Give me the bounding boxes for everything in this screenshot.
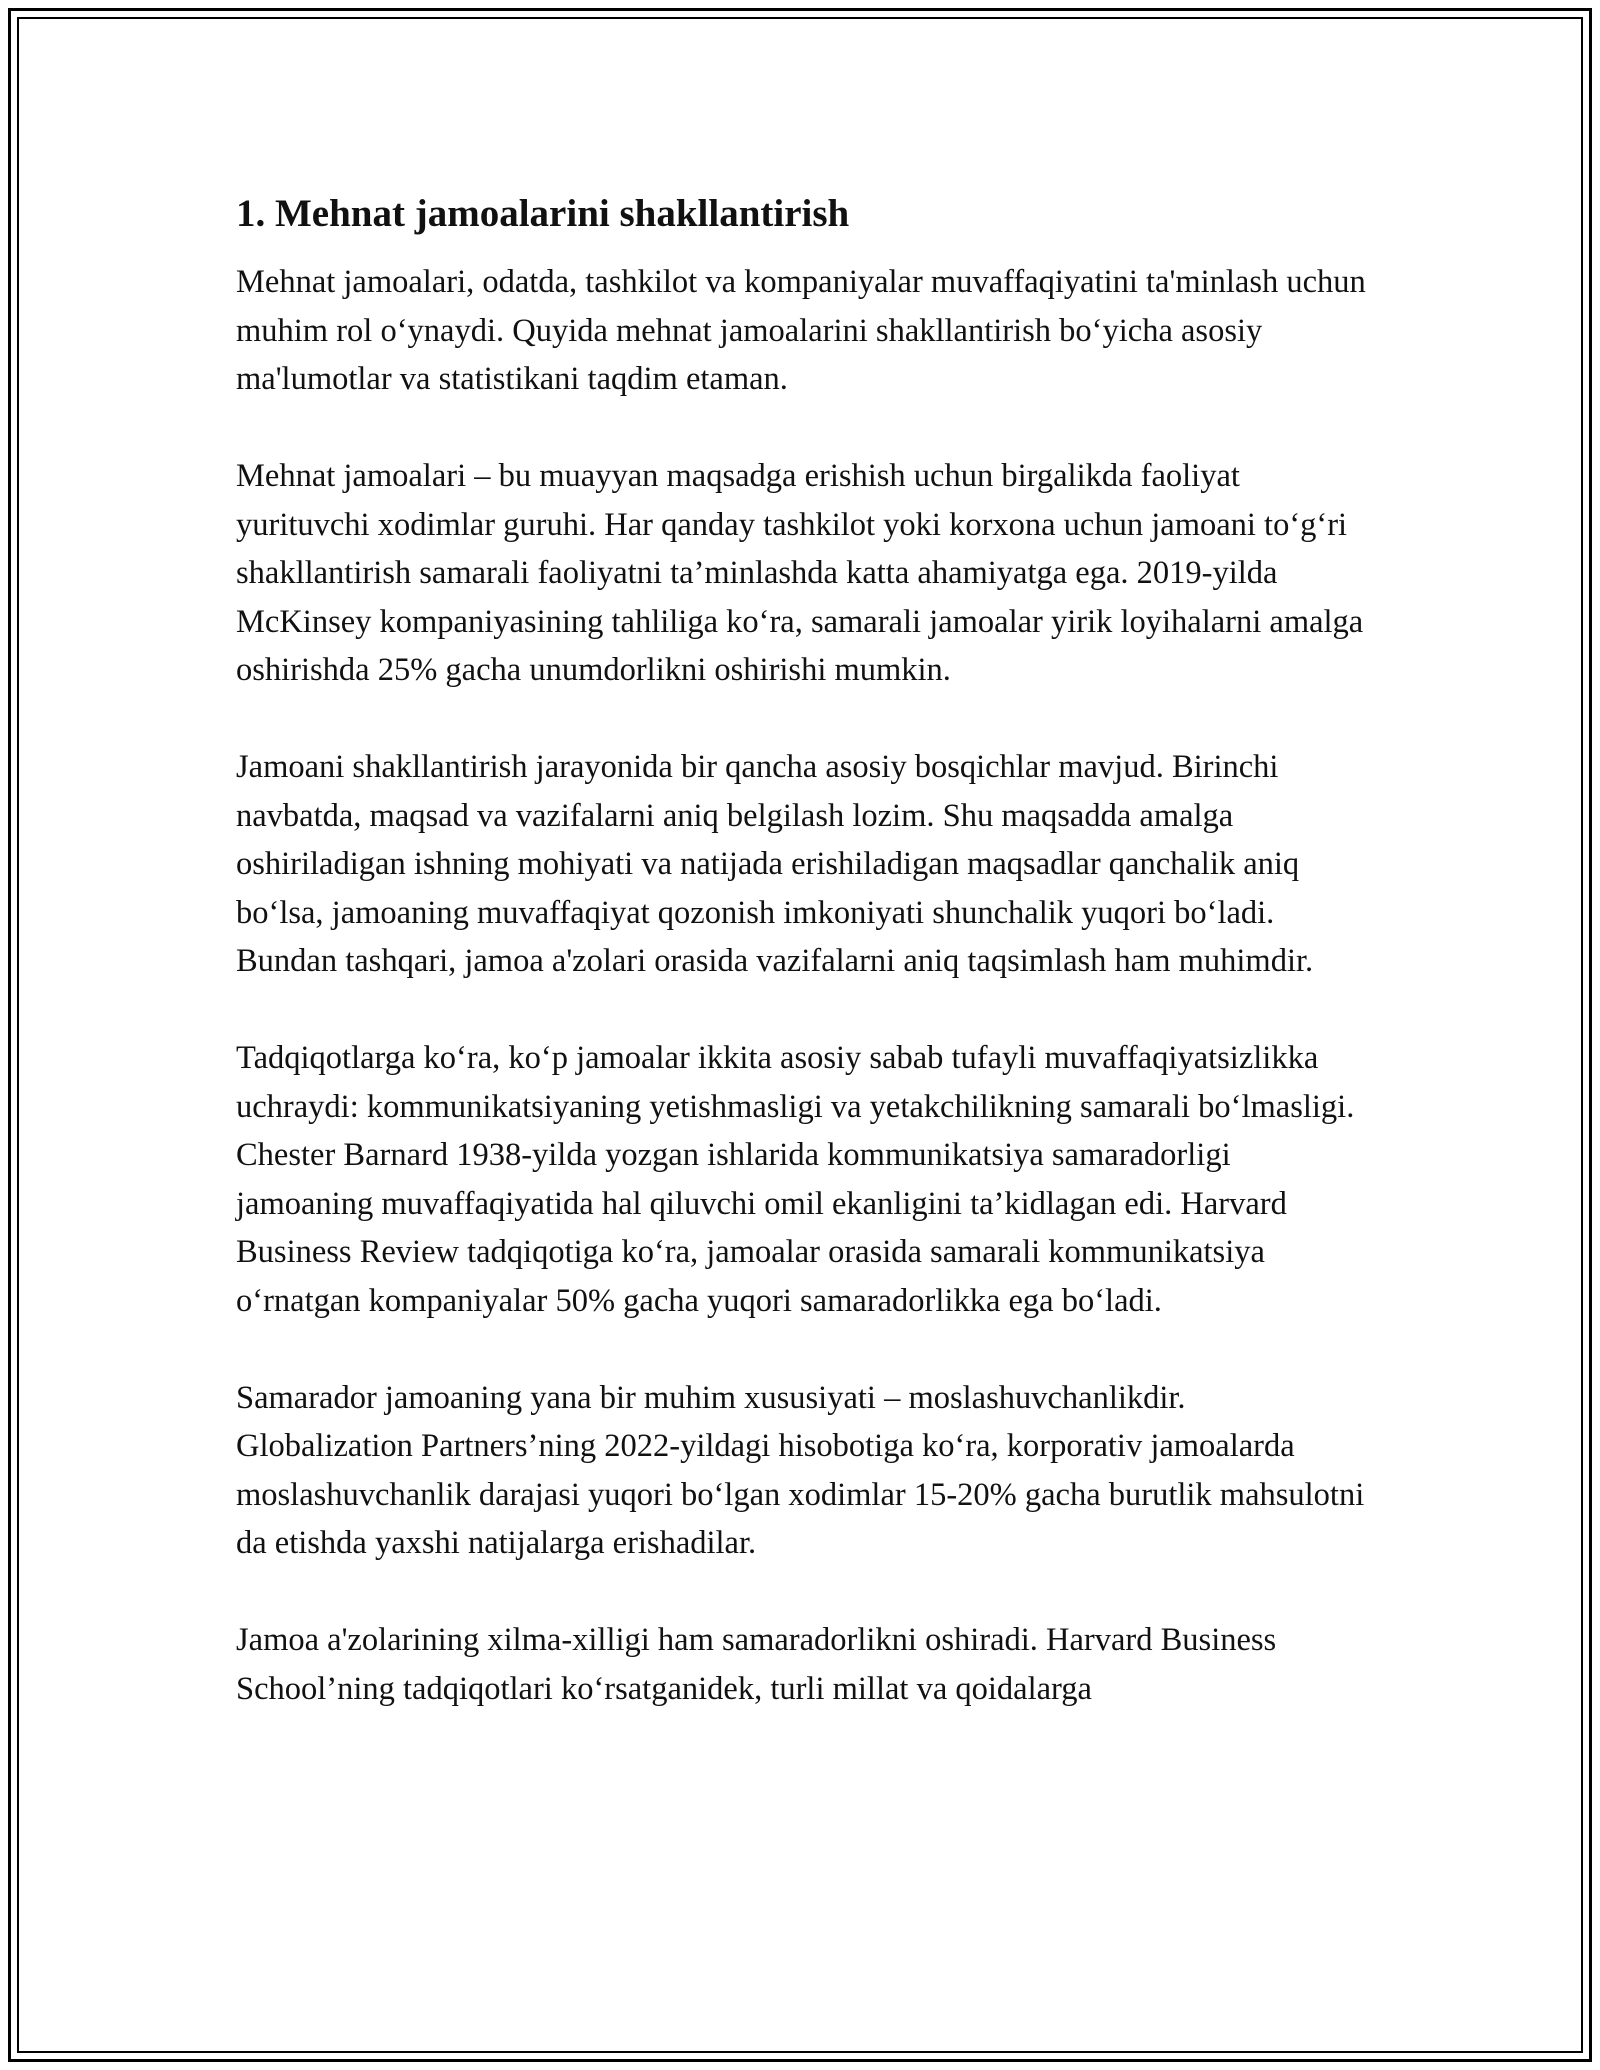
paragraph-diversity: Jamoa a'zolarining xilma-xilligi ham samaradorlikni oshiradi. Harvard Business School’ning tadqiqotlari ko‘rsatganidek, turli millat va qoidalarga	[236, 1622, 1277, 1707]
paragraph-intro: Mehnat jamoalari, odatda, tashkilot va kompaniyalar muvaffaqiyatini ta'minlash uchun muhim rol o‘ynaydi. Quyida mehnat jamoalarini shakllantirish bo‘yicha asosiy ma'lumotlar va statistikani taqdim etaman.	[236, 264, 1366, 397]
paragraph-communication: Tadqiqotlarga ko‘ra, ko‘p jamoalar ikkita asosiy sabab tufayli muvaffaqiyatsizlikka uchraydi: kommunikatsiyaning yetishmasligi va yetakchilikning samarali bo‘lmasligi. Chester Barnard 1938-yilda yozgan ishlarida kommunikatsiya samaradorligi jamoaning muvaffaqiyatida hal qiluvchi omil ekanligini ta’kidlagan edi. Harvard Business Review tadqiqotiga ko‘ra, jamoalar orasida samarali kommunikatsiya o‘rnatgan kompaniyalar 50% gacha yuqori samaradorlikka ega bo‘ladi.	[236, 1040, 1355, 1319]
section-title: 1. Mehnat jamoalarini shakllantirish	[236, 192, 850, 235]
paragraph-definition: Mehnat jamoalari – bu muayyan maqsadga erishish uchun birgalikda faoliyat yurituvchi xodimlar guruhi. Har qanday tashkilot yoki korxona uchun jamoani to‘g‘ri shakllantirish samarali faoliyatni ta’minlashda katta ahamiyatga ega. 2019-yilda McKinsey kompaniyasining tahliliga ko‘ra, samarali jamoalar yirik loyihalarni amalga oshirishda 25% gacha unumdorlikni oshirishi mumkin.	[236, 458, 1364, 688]
paragraph-stages: Jamoani shakllantirish jarayonida bir qancha asosiy bosqichlar mavjud. Birinchi navbatda, maqsad va vazifalarni aniq belgilash lozim. Shu maqsadda amalga oshiriladigan ishning mohiyati va natijada erishiladigan maqsadlar qanchalik aniq bo‘lsa, jamoaning muvaffaqiyat qozonish imkoniyati shunchalik yuqori bo‘ladi. Bundan tashqari, jamoa a'zolari orasida vazifalarni aniq taqsimlash ham muhimdir.	[236, 749, 1314, 979]
paragraph-flexibility: Samarador jamoaning yana bir muhim xususiyati – moslashuvchanlikdir. Globalization Partners’ning 2022-yildagi hisobotiga ko‘ra, korporativ jamoalarda moslashuvchanlik darajasi yuqori bo‘lgan xodimlar 15-20% gacha burutlik mahsulotni da etishda yaxshi natijalarga erishadilar.	[236, 1379, 1365, 1561]
document-body	[236, 184, 1366, 1762]
